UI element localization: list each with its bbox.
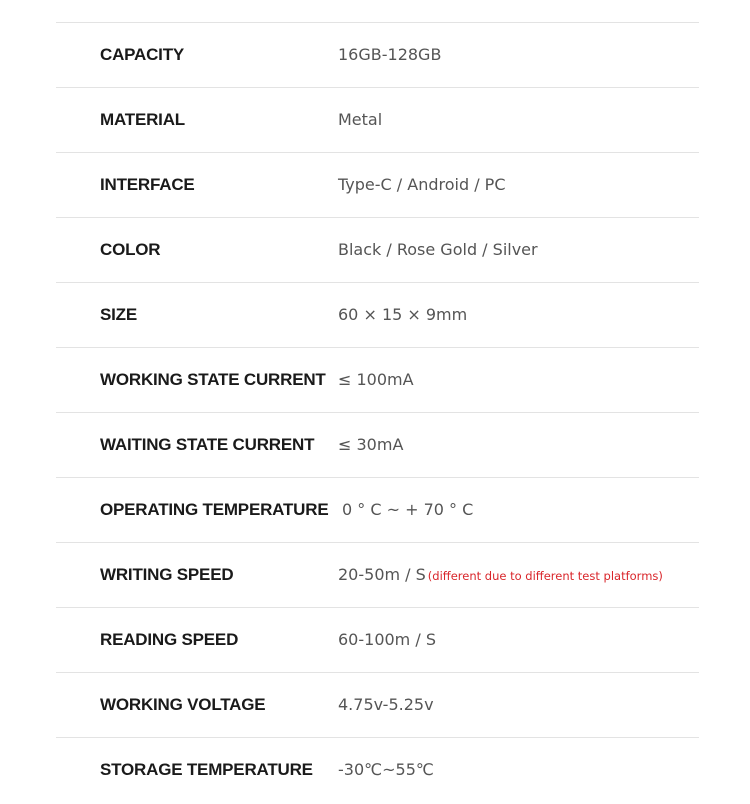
spec-value: 20-50m / S [338,565,426,584]
spec-value: 16GB-128GB [338,45,442,64]
spec-row-size [56,283,699,348]
spec-table [56,22,699,804]
spec-value: 4.75v-5.25v [338,695,434,714]
spec-row-capacity [56,23,699,88]
spec-label: WORKING STATE CURRENT [100,370,326,389]
spec-label: CAPACITY [100,45,185,64]
spec-value: ≤ 100mA [338,370,414,389]
spec-row-interface [56,153,699,218]
spec-row-material [56,88,699,153]
spec-row-reading-speed [56,608,699,673]
spec-label: WORKING VOLTAGE [100,695,266,714]
spec-row-waiting-state-current [56,413,699,478]
spec-value: -30℃~55℃ [338,760,434,779]
spec-label: WRITING SPEED [100,565,234,584]
spec-label: COLOR [100,240,161,259]
spec-value-group [338,543,663,607]
spec-label: OPERATING TEMPERATURE [100,500,329,519]
spec-value: 0 ° C ~ + 70 ° C [342,500,474,519]
spec-row-working-voltage [56,673,699,738]
spec-value: 60-100m / S [338,630,436,649]
spec-row-writing-speed [56,543,699,608]
spec-label: STORAGE TEMPERATURE [100,760,313,779]
spec-label: MATERIAL [100,110,185,129]
spec-note: (different due to different test platforms) [427,569,663,583]
spec-value: Metal [338,110,383,129]
spec-value: ≤ 30mA [338,435,404,454]
spec-row-storage-temperature [56,738,699,804]
spec-label: SIZE [100,305,137,324]
spec-value: Black / Rose Gold / Silver [338,240,538,259]
spec-row-working-state-current [56,348,699,413]
spec-label: READING SPEED [100,630,239,649]
spec-value: 60 × 15 × 9mm [338,305,468,324]
spec-row-color [56,218,699,283]
spec-label: WAITING STATE CURRENT [100,435,315,454]
spec-value: Type-C / Android / PC [338,175,506,194]
spec-row-operating-temperature [56,478,699,543]
spec-label: INTERFACE [100,175,195,194]
